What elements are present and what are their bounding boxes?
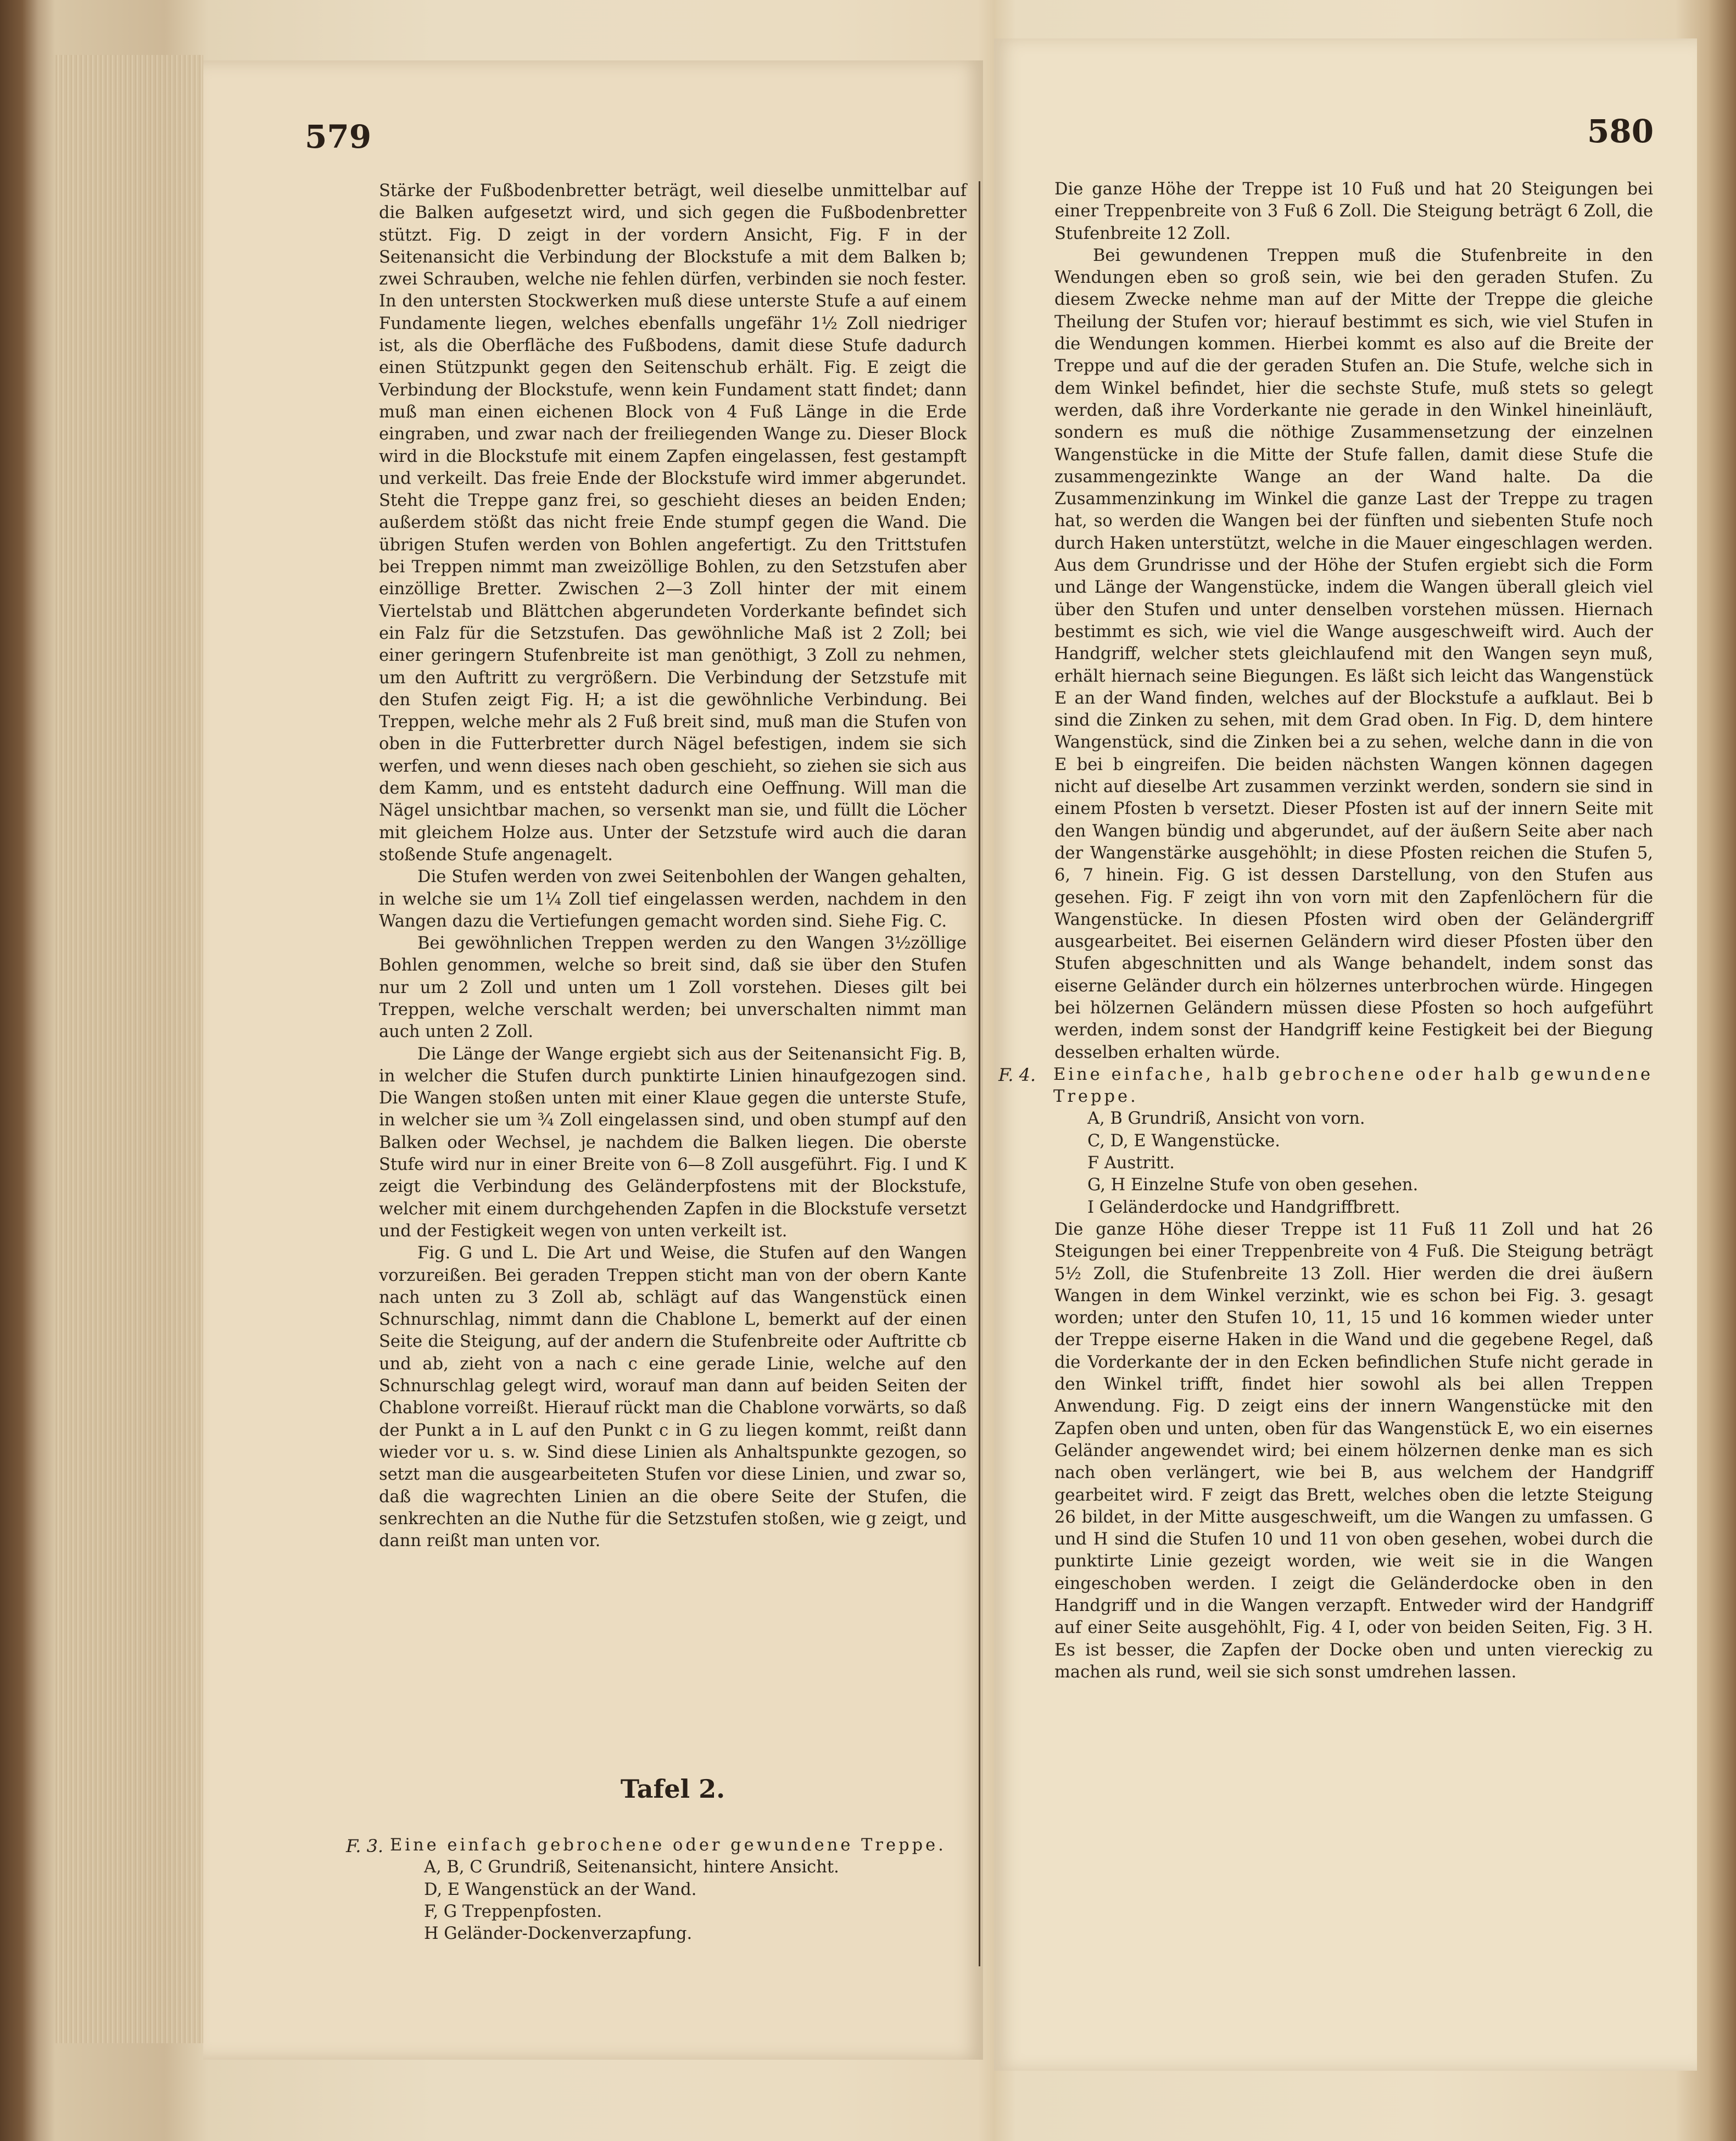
fig3-item: A, B, C Grundriß, Seitenansicht, hintere Ansicht.	[424, 1858, 839, 1877]
fig4-title: Eine einfache, halb gebrochene oder halb gewundene Treppe.	[1053, 1064, 1653, 1107]
fig3-item: H Geländer-Dockenverzapfung.	[424, 1924, 693, 1944]
fig4-block	[998, 1064, 1653, 1219]
left-paragraph: Bei gewöhnlichen Treppen werden zu den Wangen 3½zöllige Bohlen genommen, welche so breit sind, daß sie über den Stufen nur um 2 Zoll und unten um 1 Zoll vorstehen. Dieses gilt bei Treppen, welche verschalt werden; bei unverschalten nimmt man auch unten 2 Zoll.	[379, 934, 967, 1042]
fig4-item: I Geländerdocke und Handgriffbrett.	[1087, 1197, 1400, 1217]
fig4-label: F. 4.	[998, 1064, 1036, 1085]
plate-heading: Tafel 2.	[620, 1774, 725, 1804]
right-paragraph: Bei gewundenen Treppen muß die Stufenbreite in den Wendungen eben so groß sein, wie bei den geraden Stufen. Zu diesem Zwecke nehme man auf der Mitte der Treppe die gleiche Theilung der Stufen vor; hierauf bestimmt es sich, wie viel Stufen in die Wendungen kommen. Hierbei kommt es also auf die Breite der Treppe und auf die der geraden Stufen an. Die Stufe, welche sich in dem Winkel befindet, hier die sechste Stufe, muß stets so gelegt werden, daß ihre Vorderkante nie gerade in den Winkel hineinläuft, sondern es muß die nöthige Zusammensetzung der einzelnen Wangenstücke in die Mitte der Stufe fallen, damit diese Stufe die zusammengezinkte Wange an der Wand halte. Da die Zusammenzinkung im Winkel die ganze Last der Treppe zu tragen hat, so werden die Wangen bei der fünften und siebenten Stufe noch durch Haken unterstützt, welche in die Mauer eingeschlagen werden. Aus dem Grundrisse und der Höhe der Stufen ergiebt sich die Form und Länge der Wangenstücke, indem die Wangen überall gleich viel über den Stufen und unter denselben vorstehen müssen. Hiernach bestimmt es sich, wie viel die Wange ausgeschweift wird. Auch der Handgriff, welcher stets gleichlaufend mit den Wangen seyn muß, erhält hiernach seine Biegungen. Es läßt sich leicht das Wangenstück E an der Wand finden, welches auf der Blockstufe a aufklaut. Bei b sind die Zinken zu sehen, mit dem Grad oben. In Fig. D, dem hintere Wangenstück, sind die Zinken bei a zu sehen, welche dann in die von E bei b eingreifen. Die beiden nächsten Wangen können dagegen nicht auf dieselbe Art zusammen verzinkt werden, sondern sie sind in einem Pfosten b versetzt. Dieser Pfosten ist auf der innern Seite mit den Wangen bündig und abgerundet, auf der äußern Seite aber nach der Wangenstärke ausgehöhlt; in diese Pfosten reichen die Stufen 5, 6, 7 hinein. Fig. G ist dessen Darstellung, von den Stufen aus gesehen. Fig. F zeigt ihn von vorn mit den Zapfenlöchern für die Wangenstücke. In diesen Pfosten wird oben der Geländergriff ausgearbeitet. Bei eisernen Geländern wird dieser Pfosten über den Stufen abgeschnitten und als Wange behandelt, indem sonst das eiserne Geländer durch ein hölzernes unterbrochen würde. Hingegen bei hölzernen Geländern müssen diese Pfosten so hoch aufgeführt werden, indem sonst der Handgriff keine Festigkeit bei der Biegung desselben erhalten würde.	[1054, 246, 1653, 1062]
fig4-item: A, B Grundriß, Ansicht von vorn.	[1087, 1109, 1365, 1129]
right-page-number: 580	[1587, 113, 1654, 150]
left-paragraph: Die Stufen werden von zwei Seitenbohlen der Wangen gehalten, in welche sie um 1¼ Zoll tief eingelassen werden, nachdem in den Wangen dazu die Vertiefungen gemacht worden sind. Siehe Fig. C.	[379, 867, 967, 931]
fig3-title: Eine einfach gebrochene oder gewundene Treppe.	[390, 1836, 946, 1855]
column-rule	[979, 181, 980, 1966]
fig3-items	[424, 1856, 972, 1945]
fig3-item: F, G Treppenpfosten.	[424, 1902, 602, 1921]
fig3-label: F. 3.	[346, 1836, 384, 1856]
fig4-items	[1087, 1108, 1653, 1218]
right-paragraph: Die ganze Höhe dieser Treppe ist 11 Fuß 11 Zoll und hat 26 Steigungen bei einer Treppenbreite von 4 Fuß. Die Steigung beträgt 5½ Zoll, die Stufenbreite 13 Zoll. Hier werden die drei äußern Wangen in dem Winkel verzinkt, wie es schon bei Fig. 3. gesagt worden; unter den Stufen 10, 11, 15 und 16 kommen wieder unter der Treppe eiserne Haken in die Wand und die gegebene Regel, daß die Vorderkante der in den Ecken befindlichen Stufe nicht gerade in den Winkel trifft, findet hier sowohl als bei allen Treppen Anwendung. Fig. D zeigt eins der innern Wangenstücke mit den Zapfen oben und unten, oben für das Wangenstück E, wo ein eisernes Geländer angewendet wird; bei einem hölzernen denke man es sich nach oben verlängert, wie bei B, aus welchem der Handgriff gearbeitet wird. F zeigt das Brett, welches oben die letzte Steigung 26 bildet, in der Mitte ausgeschweift, um die Wangen zu umfassen. G und H sind die Stufen 10 und 11 von oben gesehen, wobei durch die punktirte Linie gezeigt worden, wie weit sie in die Wangen eingeschoben werden. I zeigt die Geländerdocke oben in den Handgriff und in die Wangen verzapft. Entweder wird der Handgriff auf einer Seite ausgehöhlt, Fig. 4 I, oder von beiden Seiten, Fig. 3 H. Es ist besser, die Zapfen der Docke oben und unten viereckig zu machen als rund, weil sie sich sonst umdrehen lassen.	[1054, 1219, 1653, 1682]
fig3-block	[390, 1835, 972, 1945]
left-column	[379, 180, 967, 1552]
fig4-item: C, D, E Wangenstücke.	[1087, 1131, 1280, 1151]
fig4-item: G, H Einzelne Stufe von oben gesehen.	[1087, 1175, 1419, 1195]
fig4-item: F Austritt.	[1087, 1153, 1175, 1173]
left-page-number: 579	[305, 118, 372, 155]
page-edges	[55, 55, 203, 2043]
left-paragraph: Die Länge der Wange ergiebt sich aus der Seitenansicht Fig. B, in welcher die Stufen durch punktirte Linien hinaufgezogen sind. Die Wangen stoßen unten mit einer Klaue gegen die unterste Stufe, in welcher sie um ¾ Zoll eingelassen sind, und oben stumpf auf den Balken oder Wechsel, je nachdem die Balken liegen. Die oberste Stufe wird nur in einer Breite von 6—8 Zoll ausgeführt. Fig. I und K zeigt die Verbindung des Geländerpfostens mit der Blockstufe, welcher mit einem durchgehenden Zapfen in die Blockstufe versetzt und der Festigkeit wegen von unten verkeilt ist.	[379, 1044, 967, 1241]
left-paragraph: Stärke der Fußbodenbretter beträgt, weil dieselbe unmittelbar auf die Balken aufgesetzt wird, und sich gegen die Fußbodenbretter stützt. Fig. D zeigt in der vordern Ansicht, Fig. F in der Seitenansicht die Verbindung der Blockstufe a mit dem Balken b; zwei Schrauben, welche nie fehlen dürfen, verbinden sie noch fester. In den untersten Stockwerken muß diese unterste Stufe a auf einem Fundamente liegen, welches ebenfalls ungefähr 1½ Zoll niedriger ist, als die Oberfläche des Fußbodens, damit diese Stufe dadurch einen Stützpunkt gegen den Seitenschub erhält. Fig. E zeigt die Verbindung der Blockstufe, wenn kein Fundament statt findet; dann muß man einen eichenen Block von 4 Fuß Länge in die Erde eingraben, und zwar nach der freiliegenden Wange zu. Dieser Block wird in die Blockstufe mit einem Zapfen eingelassen, fest gestampft und verkeilt. Das freie Ende der Blockstufe wird immer abgerundet. Steht die Treppe ganz frei, so geschieht dieses an beiden Enden; außerdem stößt das nicht freie Ende stumpf gegen die Wand. Die übrigen Stufen werden von Bohlen angefertigt. Zu den Trittstufen bei Treppen nimmt man zweizöllige Bohlen, zu den Setzstufen aber einzöllige Bretter. Zwischen 2—3 Zoll hinter der mit einem Viertelstab und Blättchen abgerundeten Vorderkante befindet sich ein Falz für die Setzstufen. Das gewöhnliche Maß ist 2 Zoll; bei einer geringern Stufenbreite ist man genöthigt, 3 Zoll zu nehmen, um den Auftritt zu vergrößern. Die Verbindung der Setzstufe mit den Stufen zeigt Fig. H; a ist die gewöhnliche Verbindung. Bei Treppen, welche mehr als 2 Fuß breit sind, muß man die Stufen von oben in die Futterbretter durch Nägel befestigen, indem sie sich werfen, und wenn dieses nach oben geschieht, so ziehen sie sich aus dem Kamm, und es entsteht dadurch eine Oeffnung. Will man die Nägel unsichtbar machen, so versenkt man sie, und füllt die Löcher mit gleichem Holze aus. Unter der Setzstufe wird auch die daran stoßende Stufe angenagelt.	[379, 181, 967, 865]
right-column	[998, 179, 1653, 1683]
right-paragraph: Die ganze Höhe der Treppe ist 10 Fuß und hat 20 Steigungen bei einer Treppenbreite von 3 Fuß 6 Zoll. Die Steigung beträgt 6 Zoll, die Stufenbreite 12 Zoll.	[1054, 180, 1653, 243]
fig3-item: D, E Wangenstück an der Wand.	[424, 1880, 697, 1899]
left-paragraph: Fig. G und L. Die Art und Weise, die Stufen auf den Wangen vorzureißen. Bei geraden Treppen sticht man von der obern Kante nach unten zu 3 Zoll ab, schlägt auf das Wangenstück einen Schnurschlag, nimmt dann die Chablone L, bemerkt auf der einen Seite die Steigung, auf der andern die Stufenbreite oder Auftritte cb und ab, zieht von a nach c eine gerade Linie, welche auf den Schnurschlag gelegt wird, worauf man dann auf beiden Seiten der Chablone vorreißt. Hierauf rückt man die Chablone vorwärts, so daß der Punkt a in L auf den Punkt c in G zu liegen kommt, reißt dann wieder vor u. s. w. Sind diese Linien als Anhaltspunkte gezogen, so setzt man die ausgearbeiteten Stufen vor diese Linien, und zwar so, daß die wagrechten Linien an die obere Seite der Stufen, die senkrechten an die Nuthe für die Setzstufen stoßen, wie g zeigt, und dann reißt man unten vor.	[379, 1244, 967, 1551]
